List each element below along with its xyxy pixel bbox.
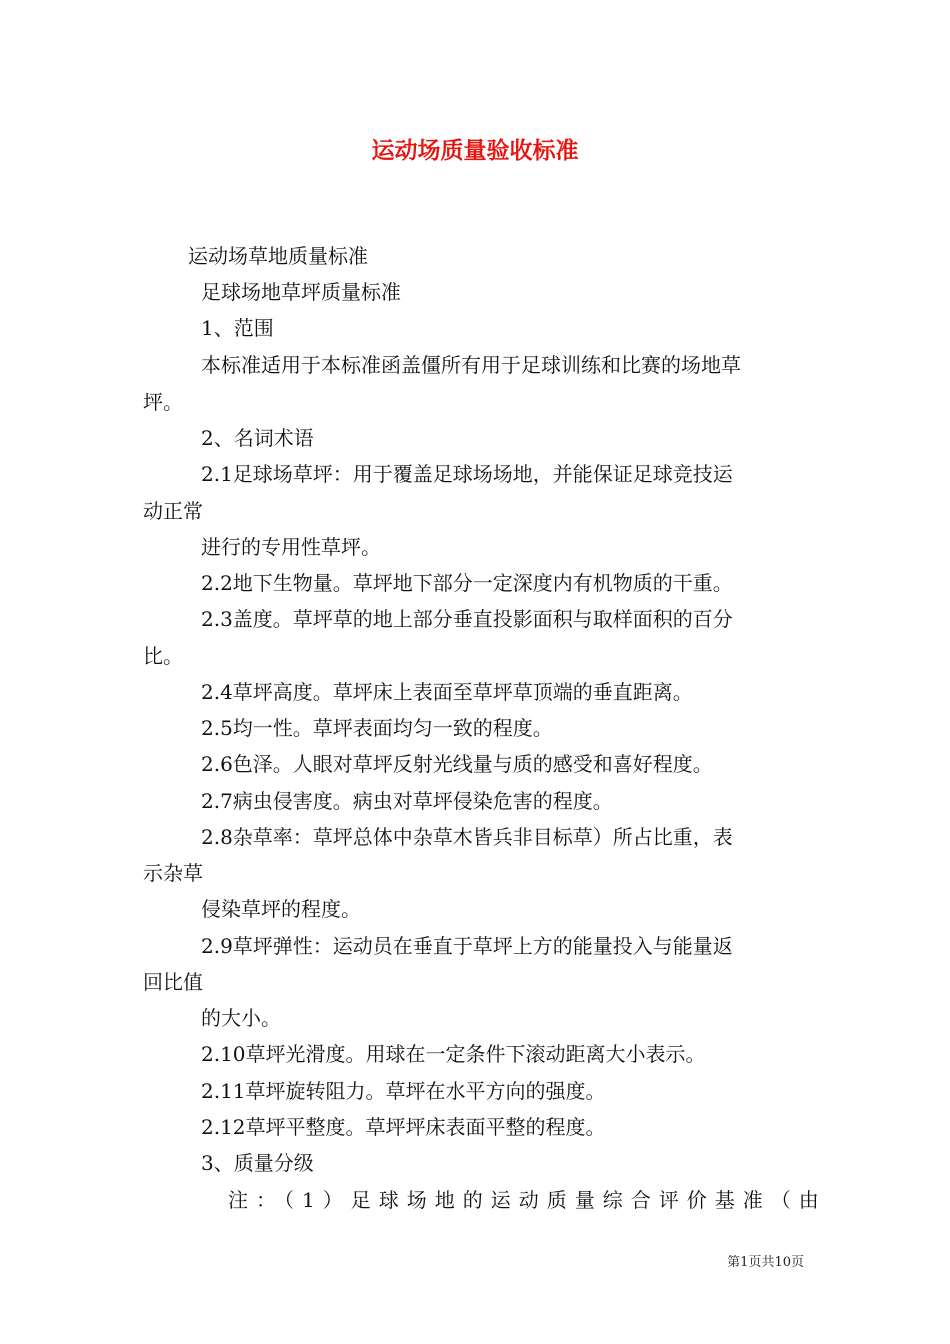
- paragraph-line: 2.9草坪弹性：运动员在垂直于草坪上方的能量投入与能量返: [201, 934, 733, 958]
- clause-heading: 3、质量分级: [201, 1151, 314, 1175]
- paragraph-line: 2.4草坪高度。草坪床上表面至草坪草顶端的垂直距离。: [201, 680, 693, 704]
- section-heading: 运动场草地质量标准: [188, 244, 368, 268]
- paragraph-line: 2.1足球场草坪：用于覆盖足球场场地，并能保证足球竞技运: [201, 462, 733, 486]
- document-title: 运动场质量验收标准: [371, 137, 579, 164]
- paragraph-line: 2.2地下生物量。草坪地下部分一定深度内有机物质的干重。: [201, 571, 733, 595]
- page-number-footer: 第1页共10页: [727, 1255, 804, 1270]
- paragraph-line: 进行的专用性草坪。: [201, 535, 381, 559]
- paragraph-line: 2.5均一性。草坪表面均匀一致的程度。: [201, 716, 553, 740]
- paragraph-line: 2.10草坪光滑度。用球在一定条件下滚动距离大小表示。: [201, 1042, 706, 1066]
- paragraph-line: 示杂草: [143, 861, 203, 885]
- paragraph-line: 2.8杂草率：草坪总体中杂草木皆兵非目标草）所占比重，表: [201, 825, 733, 849]
- note-line: 注：（1）足球场地的运动质量综合评价基准（由: [228, 1188, 827, 1212]
- paragraph-line: 坪。: [143, 390, 183, 414]
- paragraph-line: 2.7病虫侵害度。病虫对草坪侵染危害的程度。: [201, 789, 613, 813]
- paragraph-line: 回比值: [143, 970, 203, 994]
- paragraph-line: 比。: [143, 644, 183, 668]
- clause-heading: 2、名词术语: [201, 426, 314, 450]
- subsection-heading: 足球场地草坪质量标准: [201, 280, 401, 304]
- paragraph-line: 2.12草坪平整度。草坪坪床表面平整的程度。: [201, 1115, 606, 1139]
- paragraph-line: 2.6色泽。人眼对草坪反射光线量与质的感受和喜好程度。: [201, 752, 713, 776]
- paragraph-line: 本标准适用于本标准函盖僵所有用于足球训练和比赛的场地草: [201, 353, 741, 377]
- paragraph-line: 2.11草坪旋转阻力。草坪在水平方向的强度。: [201, 1079, 606, 1103]
- paragraph-line: 侵染草坪的程度。: [201, 897, 361, 921]
- clause-heading: 1、范围: [201, 316, 274, 340]
- paragraph-line: 2.3盖度。草坪草的地上部分垂直投影面积与取样面积的百分: [201, 607, 733, 631]
- paragraph-line: 的大小。: [201, 1006, 281, 1030]
- paragraph-line: 动正常: [143, 499, 203, 523]
